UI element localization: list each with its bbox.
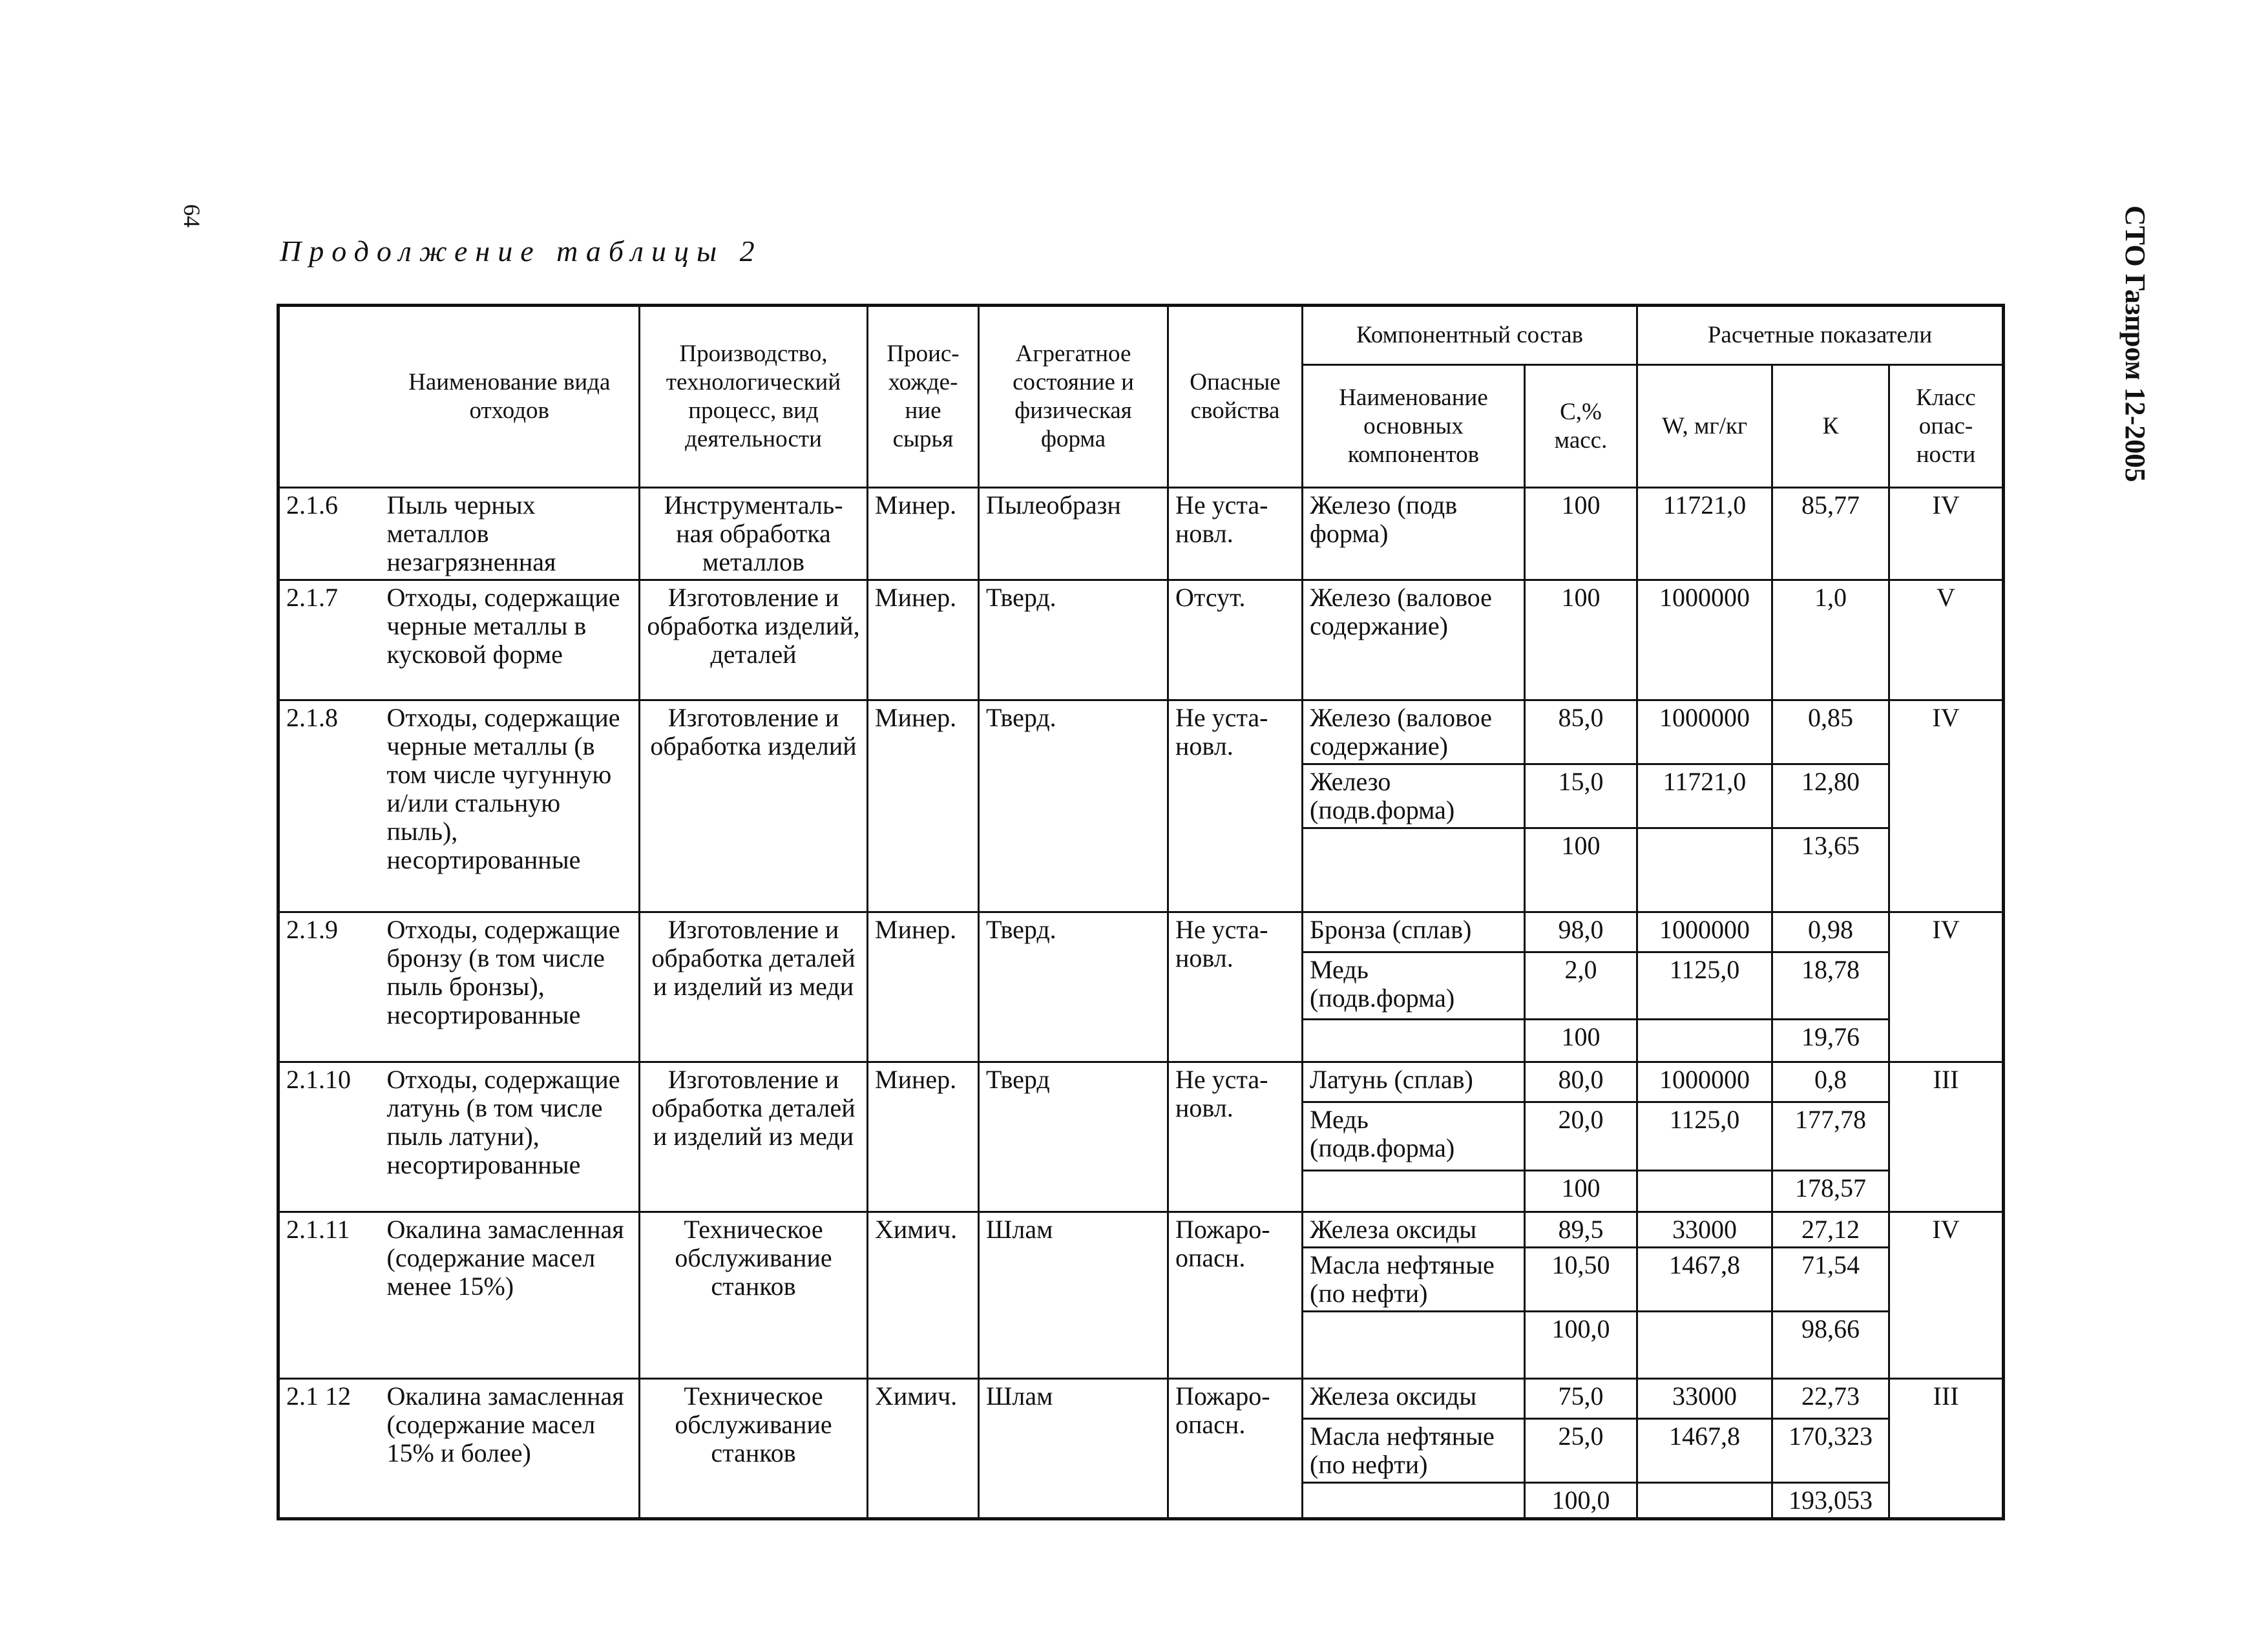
aggregate-state: Шлам — [979, 1212, 1168, 1379]
hazard-properties: Отсут. — [1168, 580, 1303, 700]
hazard-class: IV — [1889, 488, 2004, 580]
aggregate-state: Тверд. — [979, 912, 1168, 1062]
table-caption: Продолжение таблицы 2 — [280, 235, 762, 268]
component-w: 33000 — [1637, 1379, 1772, 1419]
hazard-properties: Не уста-новл. — [1168, 488, 1303, 580]
component-concentration: 80,0 — [1525, 1062, 1637, 1102]
hazard-properties: Не уста-новл. — [1168, 912, 1303, 1062]
aggregate-state: Тверд. — [979, 580, 1168, 700]
process: Изготовление и обработка деталей и изделий из меди — [640, 1062, 868, 1212]
component-w — [1637, 1312, 1772, 1379]
hazard-properties: Не уста-новл. — [1168, 1062, 1303, 1212]
process: Инструменталь-ная обработка металлов — [640, 488, 868, 580]
component-k: 178,57 — [1772, 1171, 1889, 1212]
component-concentration: 100,0 — [1525, 1483, 1637, 1519]
waste-number: 2.1.6 — [278, 488, 381, 580]
component-name — [1303, 828, 1525, 912]
waste-table — [277, 304, 2005, 1520]
component-concentration: 100 — [1525, 580, 1637, 700]
component-name: Масла нефтяные (по нефти) — [1303, 1248, 1525, 1312]
component-concentration: 100,0 — [1525, 1312, 1637, 1379]
component-concentration: 20,0 — [1525, 1102, 1637, 1171]
hazard-class: III — [1889, 1379, 2004, 1519]
hazard-properties: Пожаро-опасн. — [1168, 1379, 1303, 1519]
component-name — [1303, 1020, 1525, 1062]
header-component-name: Наименование основных компонентов — [1303, 365, 1525, 488]
component-concentration: 100 — [1525, 1171, 1637, 1212]
component-w: 1467,8 — [1637, 1248, 1772, 1312]
table-row — [278, 1212, 2004, 1248]
component-k: 71,54 — [1772, 1248, 1889, 1312]
table-row — [278, 1379, 2004, 1419]
component-w — [1637, 828, 1772, 912]
component-w: 1125,0 — [1637, 952, 1772, 1020]
document-code: СТО Газпром 12-2005 — [2119, 205, 2151, 483]
header-number — [278, 306, 381, 488]
component-concentration: 98,0 — [1525, 912, 1637, 952]
waste-name: Окалина замасленная (содержание масел 15% и более) — [381, 1379, 640, 1519]
waste-name: Окалина замасленная (содержание масел менее 15%) — [381, 1212, 640, 1379]
raw-origin: Минер. — [868, 700, 979, 912]
hazard-class: V — [1889, 580, 2004, 700]
component-w: 1125,0 — [1637, 1102, 1772, 1171]
component-k: 85,77 — [1772, 488, 1889, 580]
component-k: 18,78 — [1772, 952, 1889, 1020]
waste-name: Отходы, содержащие черные металлы (в том числе чугунную и/или стальную пыль), несортированные — [381, 700, 640, 912]
aggregate-state: Пылеобразн — [979, 488, 1168, 580]
component-name — [1303, 1171, 1525, 1212]
waste-number: 2.1.11 — [278, 1212, 381, 1379]
component-concentration: 75,0 — [1525, 1379, 1637, 1419]
component-concentration: 85,0 — [1525, 700, 1637, 764]
component-concentration: 15,0 — [1525, 764, 1637, 828]
component-concentration: 100 — [1525, 1020, 1637, 1062]
component-w: 33000 — [1637, 1212, 1772, 1248]
hazard-class: IV — [1889, 912, 2004, 1062]
header-w: W, мг/кг — [1637, 365, 1772, 488]
raw-origin: Химич. — [868, 1379, 979, 1519]
component-k: 170,323 — [1772, 1419, 1889, 1483]
component-name: Железо (подв.форма) — [1303, 764, 1525, 828]
component-name: Медь (подв.форма) — [1303, 1102, 1525, 1171]
component-k: 13,65 — [1772, 828, 1889, 912]
table-row — [278, 580, 2004, 700]
header-composition: Компонентный состав — [1303, 306, 1637, 365]
header-k: К — [1772, 365, 1889, 488]
component-w: 1000000 — [1637, 1062, 1772, 1102]
component-name — [1303, 1483, 1525, 1519]
component-w — [1637, 1483, 1772, 1519]
header-waste-name: Наименование вида отходов — [381, 306, 640, 488]
component-concentration: 25,0 — [1525, 1419, 1637, 1483]
component-name: Латунь (сплав) — [1303, 1062, 1525, 1102]
component-k: 19,76 — [1772, 1020, 1889, 1062]
component-w: 1000000 — [1637, 700, 1772, 764]
aggregate-state: Шлам — [979, 1379, 1168, 1519]
component-k: 1,0 — [1772, 580, 1889, 700]
component-k: 0,85 — [1772, 700, 1889, 764]
table-row — [278, 700, 2004, 764]
raw-origin: Химич. — [868, 1212, 979, 1379]
component-name — [1303, 1312, 1525, 1379]
page-number: 64 — [179, 204, 205, 227]
waste-name: Пыль черных металлов незагрязненная — [381, 488, 640, 580]
raw-origin: Минер. — [868, 912, 979, 1062]
component-w: 11721,0 — [1637, 488, 1772, 580]
table-row — [278, 912, 2004, 952]
aggregate-state: Тверд — [979, 1062, 1168, 1212]
component-w: 1000000 — [1637, 912, 1772, 952]
table-row — [278, 488, 2004, 580]
process: Техническое обслуживание станков — [640, 1379, 868, 1519]
waste-number: 2.1.9 — [278, 912, 381, 1062]
component-concentration: 100 — [1525, 488, 1637, 580]
component-k: 22,73 — [1772, 1379, 1889, 1419]
component-k: 98,66 — [1772, 1312, 1889, 1379]
component-name: Железа оксиды — [1303, 1379, 1525, 1419]
component-name: Железа оксиды — [1303, 1212, 1525, 1248]
process: Изготовление и обработка деталей и изделий из меди — [640, 912, 868, 1062]
header-hazard: Опасные свойства — [1168, 306, 1303, 488]
component-k: 0,98 — [1772, 912, 1889, 952]
header-state: Агрегатное состояние и физическая форма — [979, 306, 1168, 488]
process: Изготовление и обработка изделий, деталей — [640, 580, 868, 700]
component-k: 193,053 — [1772, 1483, 1889, 1519]
header-process: Производство, технологический процесс, вид деятельности — [640, 306, 868, 488]
hazard-properties: Пожаро-опасн. — [1168, 1212, 1303, 1379]
raw-origin: Минер. — [868, 580, 979, 700]
component-w: 11721,0 — [1637, 764, 1772, 828]
waste-number: 2.1.8 — [278, 700, 381, 912]
hazard-properties: Не уста-новл. — [1168, 700, 1303, 912]
component-w — [1637, 1020, 1772, 1062]
component-name: Бронза (сплав) — [1303, 912, 1525, 952]
header-concentration: С,% масс. — [1525, 365, 1637, 488]
component-name: Железо (валовое содержание) — [1303, 580, 1525, 700]
hazard-class: IV — [1889, 1212, 2004, 1379]
waste-number: 2.1.7 — [278, 580, 381, 700]
component-k: 27,12 — [1772, 1212, 1889, 1248]
component-name: Железо (валовое содержание) — [1303, 700, 1525, 764]
aggregate-state: Тверд. — [979, 700, 1168, 912]
hazard-class: IV — [1889, 700, 2004, 912]
component-concentration: 100 — [1525, 828, 1637, 912]
component-k: 177,78 — [1772, 1102, 1889, 1171]
component-concentration: 2,0 — [1525, 952, 1637, 1020]
waste-name: Отходы, содержащие черные металлы в кусковой форме — [381, 580, 640, 700]
process: Изготовление и обработка изделий — [640, 700, 868, 912]
table-row — [278, 1062, 2004, 1102]
component-concentration: 10,50 — [1525, 1248, 1637, 1312]
waste-name: Отходы, содержащие латунь (в том числе пыль латуни), несортированные — [381, 1062, 640, 1212]
header-hazard-class: Класс опас-ности — [1889, 365, 2004, 488]
waste-number: 2.1 12 — [278, 1379, 381, 1519]
raw-origin: Минер. — [868, 488, 979, 580]
component-name: Медь (подв.форма) — [1303, 952, 1525, 1020]
hazard-class: III — [1889, 1062, 2004, 1212]
process: Техническое обслуживание станков — [640, 1212, 868, 1379]
component-w — [1637, 1171, 1772, 1212]
component-w: 1000000 — [1637, 580, 1772, 700]
raw-origin: Минер. — [868, 1062, 979, 1212]
component-k: 0,8 — [1772, 1062, 1889, 1102]
component-k: 12,80 — [1772, 764, 1889, 828]
header-calc: Расчетные показатели — [1637, 306, 2004, 365]
component-w: 1467,8 — [1637, 1419, 1772, 1483]
waste-number: 2.1.10 — [278, 1062, 381, 1212]
component-concentration: 89,5 — [1525, 1212, 1637, 1248]
component-name: Железо (подв форма) — [1303, 488, 1525, 580]
waste-name: Отходы, содержащие бронзу (в том числе пыль бронзы), несортированные — [381, 912, 640, 1062]
header-origin: Проис-хожде-ние сырья — [868, 306, 979, 488]
component-name: Масла нефтяные (по нефти) — [1303, 1419, 1525, 1483]
table-body — [278, 488, 2004, 1519]
